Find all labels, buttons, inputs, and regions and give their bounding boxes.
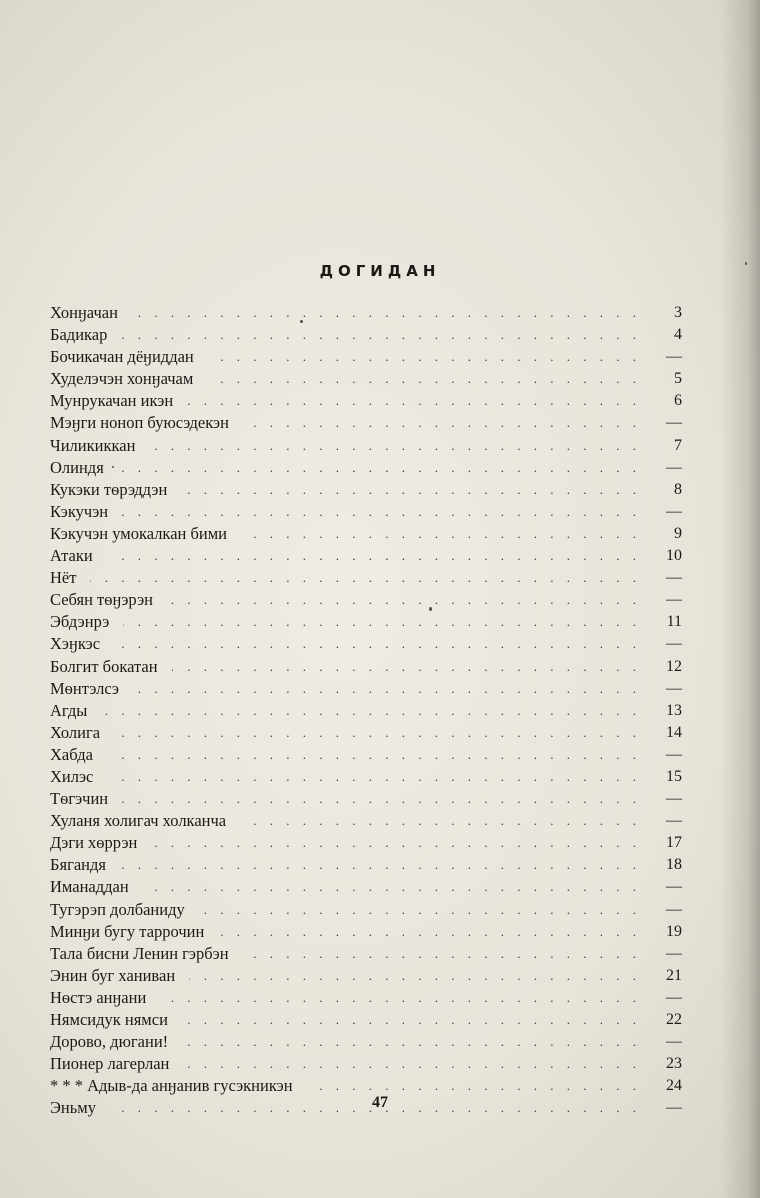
dot-leader bbox=[167, 589, 638, 611]
toc-entry-title: Тѳгэчин bbox=[50, 789, 109, 809]
scan-speck bbox=[429, 607, 432, 611]
toc-entry-title: Нямсидук нямси bbox=[50, 1010, 168, 1029]
toc-entry bbox=[50, 611, 682, 633]
toc-entry-page: — bbox=[666, 591, 682, 609]
toc-entry-page: 10 bbox=[666, 547, 682, 565]
toc-entry bbox=[50, 412, 682, 434]
toc-entry bbox=[50, 346, 682, 368]
toc-entry-title: Минӈи бугу таррочин bbox=[50, 921, 205, 941]
toc-entry-title: Хонӈачан bbox=[50, 303, 118, 322]
toc-entry-title: Бочикачан дёӈиддан bbox=[50, 347, 194, 367]
dot-leader bbox=[243, 943, 638, 965]
toc-entry-title: Бягандя bbox=[50, 855, 106, 875]
toc-entry-page: 6 bbox=[674, 392, 682, 410]
toc-entry-page: 12 bbox=[666, 657, 682, 675]
toc-entry-title: Худелэчэн хонӈачам bbox=[50, 369, 194, 389]
dot-leader bbox=[143, 876, 638, 898]
toc-entry bbox=[50, 854, 682, 876]
toc-entry-page: 4 bbox=[674, 326, 682, 344]
toc-entry bbox=[50, 832, 682, 854]
toc-entry-title: Нѳстэ анӈани bbox=[50, 987, 147, 1007]
dot-leader bbox=[160, 987, 638, 1009]
dot-leader bbox=[240, 810, 638, 832]
toc-entry-page: — bbox=[666, 679, 682, 697]
toc-entry bbox=[50, 545, 682, 567]
toc-entry bbox=[50, 788, 682, 810]
toc-entry bbox=[50, 457, 682, 479]
toc-entry bbox=[50, 435, 682, 457]
toc-entry-page: — bbox=[666, 790, 682, 808]
dot-leader bbox=[207, 368, 638, 390]
toc-entry bbox=[50, 324, 682, 346]
toc-entry-page: — bbox=[666, 502, 682, 520]
toc-entry bbox=[50, 1031, 682, 1053]
toc-entry bbox=[50, 943, 682, 965]
toc-entry bbox=[50, 965, 682, 987]
dot-leader bbox=[118, 457, 638, 479]
toc-entry-title: Бадикар bbox=[50, 325, 108, 345]
toc-entry-title: Кэкучэн bbox=[50, 501, 109, 521]
toc-entry-page: — bbox=[666, 944, 682, 962]
toc-entry bbox=[50, 700, 682, 722]
toc-entry bbox=[50, 523, 682, 545]
toc-entry-title: Тугэрэп долбаниду bbox=[50, 899, 185, 919]
toc-entry bbox=[50, 589, 682, 611]
toc-entry-page: 11 bbox=[666, 613, 682, 631]
toc-entry-page: — bbox=[666, 988, 682, 1006]
dot-leader bbox=[133, 678, 638, 700]
toc-entry-title: Дорово, дюгани! bbox=[50, 1032, 169, 1052]
dot-leader bbox=[107, 744, 638, 766]
toc-entry-title: * * * Адыв-да анӈанив гусэкникэн bbox=[50, 1076, 293, 1096]
dot-leader bbox=[218, 921, 638, 943]
dot-leader bbox=[122, 788, 638, 810]
toc-entry bbox=[50, 1009, 682, 1031]
toc-entry-title: Иманаддан bbox=[50, 877, 129, 897]
toc-entry-title: Агды bbox=[50, 700, 88, 720]
toc-entry-page: — bbox=[666, 900, 682, 918]
toc-entry-title: Холига bbox=[50, 722, 101, 742]
toc-entry bbox=[50, 656, 682, 678]
page-number: 47 bbox=[372, 1094, 388, 1111]
dot-leader bbox=[114, 722, 638, 744]
dot-leader bbox=[107, 545, 638, 567]
dot-leader bbox=[182, 1031, 638, 1053]
dot-leader bbox=[183, 1053, 638, 1075]
toc-entry-title: Мунрукачан икэн bbox=[50, 391, 174, 411]
toc-entry bbox=[50, 302, 682, 324]
toc-entry bbox=[50, 633, 682, 655]
toc-entry bbox=[50, 722, 682, 744]
toc-entry-title: Хабда bbox=[50, 744, 93, 764]
dot-leader bbox=[120, 854, 638, 876]
dot-leader bbox=[199, 899, 638, 921]
toc-entry bbox=[50, 810, 682, 832]
toc-entry-title: Чиликиккан bbox=[50, 435, 136, 455]
toc-entry-page: — bbox=[666, 458, 682, 476]
toc-entry-page: 21 bbox=[666, 966, 682, 984]
toc-entry-title: Себян тѳӈэрэн bbox=[50, 590, 154, 610]
toc-entry-page: — bbox=[666, 812, 682, 830]
toc-entry-page: — bbox=[666, 1033, 682, 1051]
toc-entry-title: Атаки bbox=[50, 546, 93, 566]
dot-leader bbox=[208, 346, 638, 368]
dot-leader bbox=[187, 390, 638, 412]
toc-entry-page: — bbox=[666, 1099, 682, 1117]
dot-leader bbox=[101, 700, 638, 722]
dot-leader bbox=[181, 479, 638, 501]
toc-entry-title: Болгит бокатан bbox=[50, 656, 158, 676]
toc-entry-page: — bbox=[666, 414, 682, 432]
toc-entry-page: 22 bbox=[666, 1011, 682, 1028]
toc-entry-page: 23 bbox=[666, 1055, 682, 1073]
toc-entry-title: Олиндя bbox=[50, 457, 104, 477]
toc-entry-page: 18 bbox=[666, 856, 682, 874]
toc-entry-page: — bbox=[666, 745, 682, 763]
dot-leader bbox=[243, 412, 638, 434]
toc-entry-title: Дэги хѳррэн bbox=[50, 833, 138, 853]
toc-entry bbox=[50, 744, 682, 766]
toc-entry bbox=[50, 678, 682, 700]
toc-entry-page: 19 bbox=[666, 922, 682, 940]
dot-leader bbox=[107, 766, 638, 788]
toc-entry bbox=[50, 876, 682, 898]
scan-speck bbox=[112, 466, 114, 468]
toc-entry-page: 9 bbox=[674, 524, 682, 542]
dot-leader bbox=[172, 656, 638, 678]
dot-leader bbox=[241, 523, 638, 545]
toc-entry bbox=[50, 567, 682, 589]
toc-entry-title: Нёт bbox=[50, 568, 77, 588]
toc-entry-title: Энин буг ханиван bbox=[50, 965, 176, 985]
toc-entry-page: 15 bbox=[666, 767, 682, 785]
toc-entry bbox=[50, 501, 682, 523]
toc-entry-page: 14 bbox=[666, 723, 682, 741]
toc-entry bbox=[50, 368, 682, 390]
toc-entry bbox=[50, 766, 682, 788]
toc-entry-page: 24 bbox=[666, 1077, 682, 1095]
toc-entry-page: — bbox=[666, 569, 682, 587]
toc-entry-title: Эбдэнрэ bbox=[50, 612, 110, 632]
toc-entry bbox=[50, 987, 682, 1009]
toc-entry-page: 7 bbox=[674, 436, 682, 454]
toc-entry-title: Мѳнтэлсэ bbox=[50, 678, 119, 698]
toc-entry-page: 3 bbox=[674, 304, 682, 321]
dot-leader bbox=[132, 302, 638, 324]
toc-entry-page: 8 bbox=[674, 480, 682, 498]
toc-entry-page: — bbox=[666, 635, 682, 653]
toc-entry-page: 13 bbox=[666, 701, 682, 719]
contents-heading: ДОГИДАН bbox=[319, 262, 441, 280]
table-of-contents bbox=[50, 302, 682, 1119]
toc-entry bbox=[50, 390, 682, 412]
toc-entry-page: — bbox=[666, 878, 682, 896]
dot-leader bbox=[182, 1009, 638, 1031]
toc-entry-title: Тала бисни Ленин гэрбэн bbox=[50, 943, 229, 963]
dot-leader bbox=[90, 567, 638, 589]
dot-leader bbox=[122, 501, 638, 523]
dot-leader bbox=[114, 633, 638, 655]
toc-entry bbox=[50, 921, 682, 943]
toc-entry-title: Хуланя холигач холканча bbox=[50, 811, 227, 831]
toc-entry bbox=[50, 899, 682, 921]
toc-entry-page: 5 bbox=[674, 370, 682, 388]
scan-speck bbox=[300, 320, 303, 323]
toc-entry-page: 17 bbox=[666, 834, 682, 852]
toc-entry-title: Кэкучэн умокалкан бими bbox=[50, 523, 227, 543]
toc-entry bbox=[50, 479, 682, 501]
dot-leader bbox=[189, 965, 638, 987]
scan-speck bbox=[745, 262, 747, 265]
toc-entry-page: — bbox=[666, 348, 682, 366]
toc-entry-title: Мэӈги ноноп буюсэдекэн bbox=[50, 413, 229, 433]
toc-entry bbox=[50, 1053, 682, 1075]
toc-entry-title: Хэӈкэс bbox=[50, 634, 101, 654]
toc-entry-title: Эньму bbox=[50, 1098, 96, 1118]
toc-entry-title: Хилэс bbox=[50, 766, 94, 786]
toc-entry-title: Пионер лагерлан bbox=[50, 1054, 170, 1074]
dot-leader bbox=[151, 832, 638, 854]
dot-leader bbox=[123, 611, 638, 633]
dot-leader bbox=[149, 435, 638, 457]
toc-entry-title: Кукэки тѳрэддэн bbox=[50, 479, 168, 499]
dot-leader bbox=[121, 324, 638, 346]
